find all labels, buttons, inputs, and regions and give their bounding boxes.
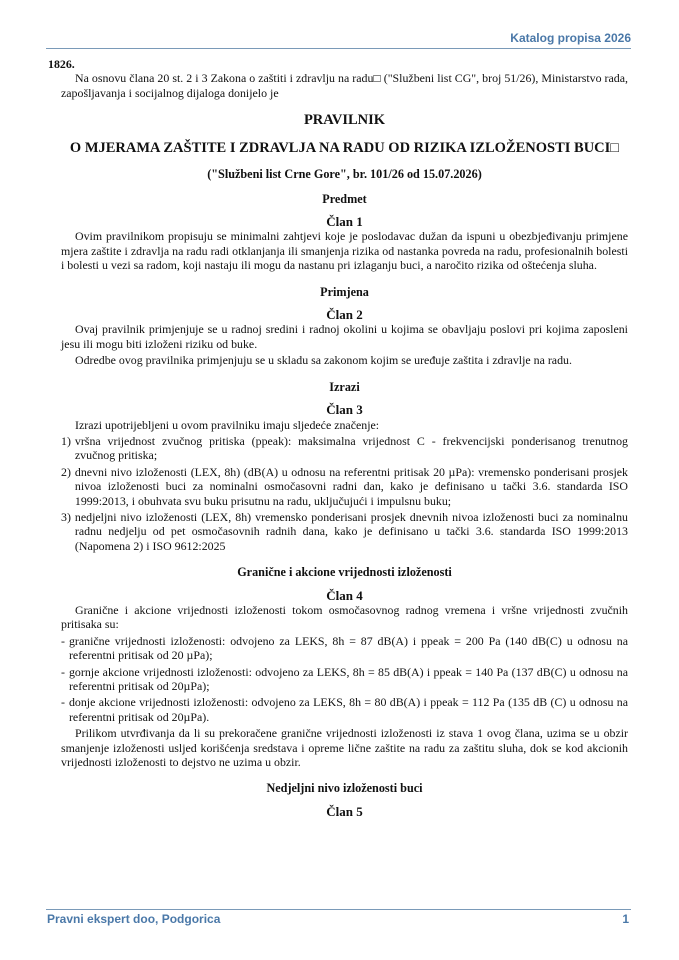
regulation-number: 1826. [48, 57, 75, 71]
section-heading-terms: Izrazi [329, 379, 360, 394]
section-heading-application: Primjena [320, 284, 369, 299]
list-item-text: granične vrijednosti izloženosti: odvojeno za LEKS, 8h = 87 dB(A) i ppeak = 200 Pa (140 dB(C) u odnosu na referentni pritisak od 20 µPa); [68, 633, 628, 663]
document-title: PRAVILNIK [303, 112, 386, 129]
list-item-text: gornje akcione vrijednosti izloženosti: odvojeno za LEKS, 8h = 85 dB(A) i ppeak = 140 Pa (137 dB(C) u odnosu na referentni pritisak od 20µPa); [68, 664, 628, 693]
list-item-text: dnevni nivo izloženosti (LEX, 8h) (dB(A) u odnosu na referentni pritisak 20 µPa): vremensko ponderisani prosjek nivoa izloženosti buci za nominalni osmočasovni radni dan, kako je definisano u tački 3.6. standarda ISO 1999:2013, i obuhvata svu buku prisutnu na radu, uključujući i impulsnu buku; [74, 464, 628, 508]
article-3-heading: Član 3 [326, 402, 363, 418]
list-marker: - [61, 695, 65, 710]
list-marker: 2) [61, 464, 71, 479]
list-item [61, 665, 628, 694]
document-subtitle: O MJERAMA ZAŠTITE I ZDRAVLJA NA RADU OD RIZIKA IZLOŽENOSTI BUCI□ [69, 140, 620, 157]
list-marker: - [61, 664, 65, 679]
list-item [61, 465, 628, 508]
list-item [61, 634, 628, 663]
section-heading-weekly-exposure: Nedjeljni nivo izloženosti buci [266, 781, 423, 796]
preamble: Na osnovu člana 20 st. 2 i 3 Zakona o zaštiti i zdravlju na radu□ ("Službeni list CG", broj 51/26), Ministarstvo rada, zapošljavanja i socijalnog dijaloga donijelo je [61, 71, 628, 100]
list-marker: 1) [61, 433, 71, 448]
article-2-heading: Član 2 [326, 307, 363, 323]
article-5-heading: Član 5 [326, 803, 363, 819]
article-3-intro: Izrazi upotrijebljeni u ovom pravilniku imaju sljedeće značenje: [75, 417, 380, 432]
list-item [61, 510, 628, 553]
catalog-title: Katalog propisa 2026 [510, 31, 631, 45]
article-2-text-2: Odredbe ovog pravilnika primjenjuju se u skladu sa zakonom kojim se uređuje zaštita i zdravlje na radu. [75, 353, 572, 368]
article-4-intro: Granične i akcione vrijednosti izloženosti tokom osmočasovnog radnog vremena i vršne vrijednosti zvučnih pritisaka su: [61, 602, 628, 632]
article-4-text: Prilikom utvrđivanja da li su prekoračene granične vrijednosti izloženosti iz stava 1 ovog člana, uzima se u obzir smanjenje izloženosti usljed korišćenja sredstava i opreme lične zaštite na radu za zaštitu sluha, dok se kod akcionih vrijednosti izloženosti to dejstvo ne uzima u obzir. [61, 726, 628, 770]
gazette-reference: ("Službeni list Crne Gore", br. 101/26 od 15.07.2026) [207, 167, 482, 182]
section-heading-limit-values: Granične i akcione vrijednosti izloženosti [237, 565, 452, 580]
list-marker: 3) [61, 509, 71, 524]
document-body [48, 57, 628, 819]
list-item-text: nedjeljni nivo izloženosti (LEX, 8h) vremensko ponderisani prosjek dnevnih nivoa izloženosti buci za nominalnu radnu nedjelju od pet osmočasovnih radnih dana, kako je definisano u tački 3.6. standarda ISO 1999:2013 (Napomena 2) i ISO 9612:2025 [74, 509, 628, 553]
page-footer [46, 909, 631, 930]
article-1-text: Ovim pravilnikom propisuju se minimalni zahtjevi koje je poslodavac dužan da ispuni u obezbjeđivanju primjene mjera zaštite i zdravlja na radu radi otklanjanja ili smanjenja rizika od nastanka povreda na radu, profesionalnih bolesti i bolesti u vezi sa radom, koji nastaju ili mogu da nastanu pri izlaganju buci, a naročito rizika od oštećenja sluha. [61, 229, 628, 273]
page-number: 1 [622, 912, 629, 926]
article-4-heading: Član 4 [326, 587, 363, 603]
list-item [61, 695, 628, 724]
page-header [46, 30, 631, 49]
section-heading-subject: Predmet [322, 191, 367, 206]
list-marker: - [61, 633, 65, 648]
article-1-heading: Član 1 [326, 214, 363, 230]
list-item [61, 434, 628, 463]
article-2-text-1: Ovaj pravilnik primjenjuje se u radnoj sredini i radnoj okolini u kojima se obavljaju poslovi pri kojima zaposleni jesu ili mogu biti izloženi riziku od buke. [61, 322, 628, 351]
list-item-text: donje akcione vrijednosti izloženosti: odvojeno za LEKS, 8h = 80 dB(A) i ppeak = 112 Pa (135 dB (C) u odnosu na referentni pritisak od 20µPa). [68, 695, 628, 724]
list-item-text: vršna vrijednost zvučnog pritiska (ppeak): maksimalna vrijednost C - frekvencijski ponderisanog trenutnog zvučnog pritiska; [74, 433, 628, 463]
publisher-name: Pravni ekspert doo, Podgorica [47, 912, 221, 926]
